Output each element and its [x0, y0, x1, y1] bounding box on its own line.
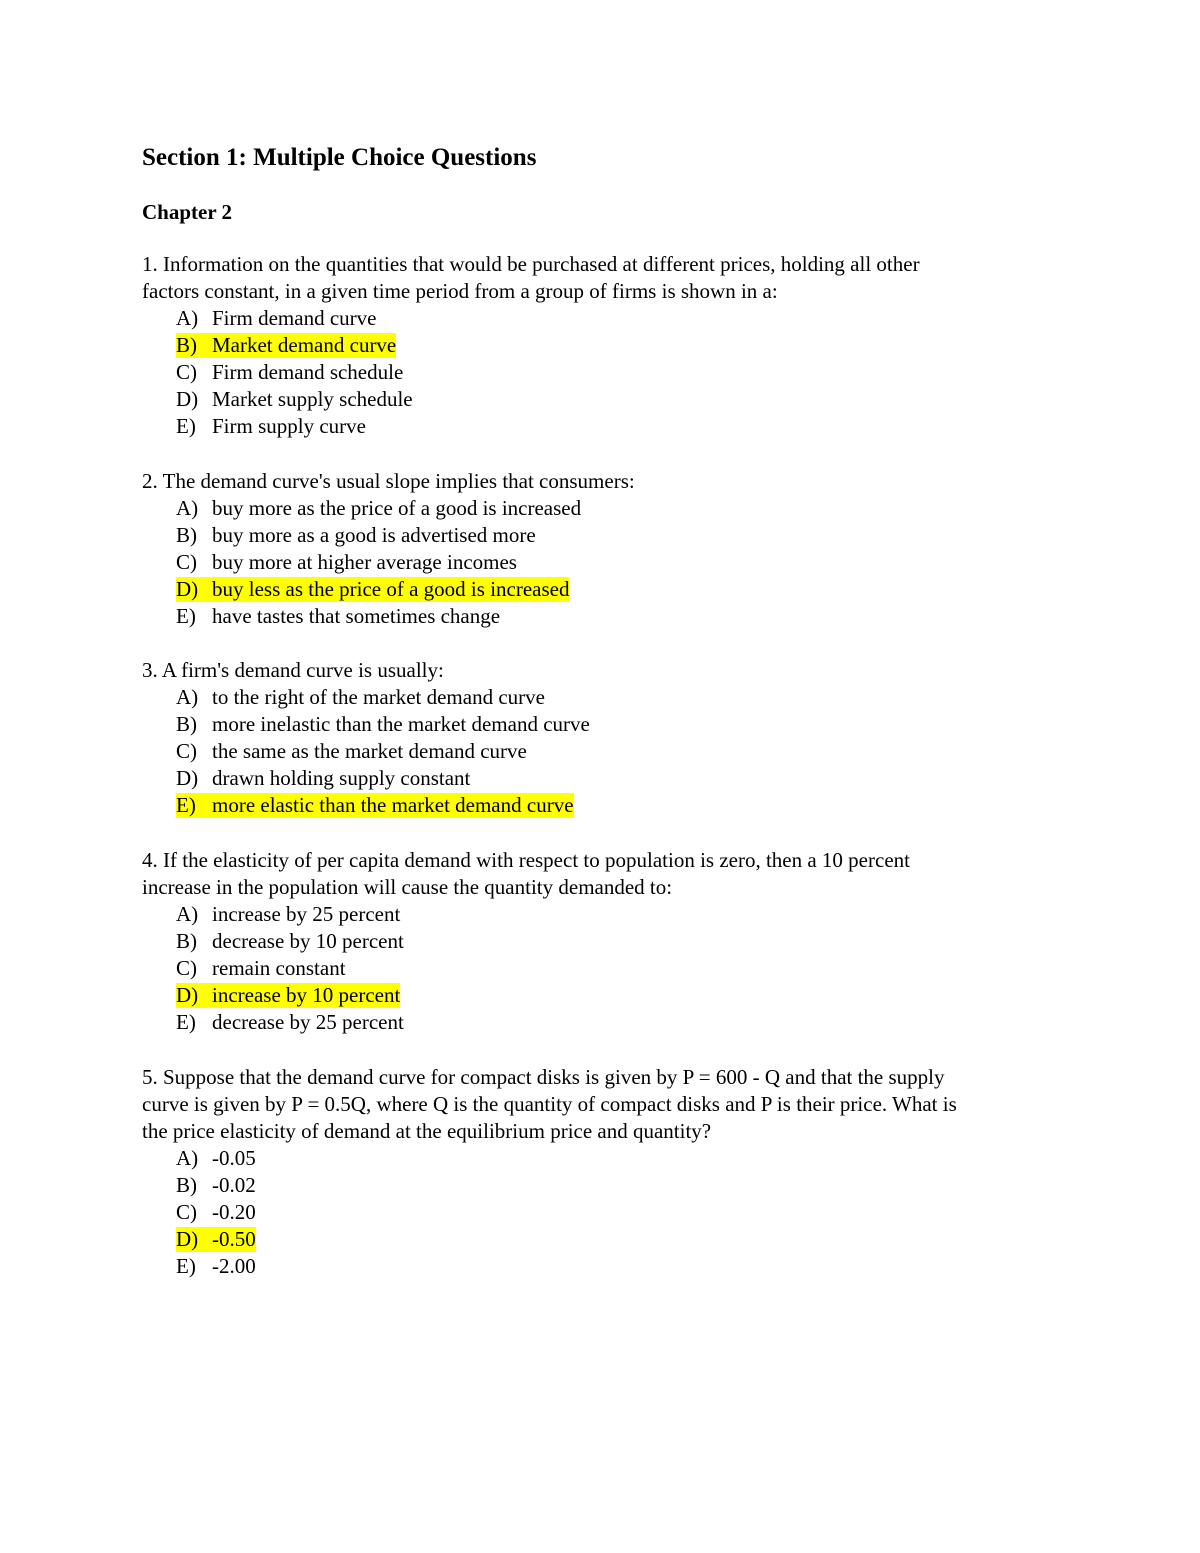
answer-option-a [176, 684, 1082, 711]
answer-options [142, 901, 1082, 1036]
option-letter: D) [176, 766, 199, 790]
option-letter: B) [176, 1173, 197, 1197]
option-text: Firm supply curve [212, 414, 366, 438]
option-text: Market demand curve [212, 333, 397, 357]
option-letter: C) [176, 739, 197, 763]
question-2 [142, 468, 1082, 630]
option-text: -0.50 [212, 1227, 256, 1251]
option-text: -0.02 [212, 1173, 256, 1197]
option-text: buy more as the price of a good is increased [212, 496, 582, 520]
answer-option-e [176, 1009, 1082, 1036]
section-title: Section 1: Multiple Choice Questions [142, 144, 537, 171]
answer-option-d [176, 576, 1082, 603]
highlighted-answer [176, 333, 396, 358]
option-letter: B) [176, 523, 197, 547]
answer-options [142, 1145, 1082, 1280]
question-stem [142, 251, 1082, 305]
question-stem [142, 1064, 1082, 1145]
option-text: buy more as a good is advertised more [212, 523, 536, 547]
option-text: decrease by 25 percent [212, 1010, 404, 1034]
option-letter: A) [176, 1146, 199, 1170]
option-letter: C) [176, 1200, 197, 1224]
answer-option-c [176, 1199, 1082, 1226]
question-5 [142, 1064, 1082, 1280]
option-text: -0.05 [212, 1146, 256, 1170]
question-stem-line: the price elasticity of demand at the equilibrium price and quantity? [142, 1119, 712, 1143]
option-letter: D) [176, 1227, 199, 1251]
option-letter: A) [176, 306, 199, 330]
answer-option-c [176, 359, 1082, 386]
option-text: increase by 10 percent [212, 983, 401, 1007]
answer-option-d [176, 982, 1082, 1009]
question-4 [142, 847, 1082, 1036]
question-stem [142, 468, 1082, 495]
answer-option-a [176, 305, 1082, 332]
option-text: Firm demand curve [212, 306, 377, 330]
option-text: Firm demand schedule [212, 360, 404, 384]
option-letter: E) [176, 414, 196, 438]
answer-option-d [176, 1226, 1082, 1253]
answer-option-a [176, 901, 1082, 928]
question-1 [142, 251, 1082, 440]
answer-options [142, 495, 1082, 630]
answer-option-c [176, 549, 1082, 576]
question-stem-line: 1. Information on the quantities that would be purchased at different prices, holding all other [142, 252, 920, 276]
option-text: have tastes that sometimes change [212, 604, 501, 628]
option-letter: D) [176, 577, 199, 601]
option-text: decrease by 10 percent [212, 929, 404, 953]
option-letter: C) [176, 550, 197, 574]
option-letter: E) [176, 793, 196, 817]
option-letter: B) [176, 712, 197, 736]
option-letter: C) [176, 956, 197, 980]
answer-option-e [176, 1253, 1082, 1280]
question-3 [142, 657, 1082, 819]
option-letter: A) [176, 902, 199, 926]
option-letter: B) [176, 929, 197, 953]
answer-option-e [176, 413, 1082, 440]
question-stem [142, 657, 1082, 684]
answer-option-b [176, 522, 1082, 549]
question-stem-line: factors constant, in a given time period from a group of firms is shown in a: [142, 279, 778, 303]
answer-option-d [176, 765, 1082, 792]
answer-option-e [176, 603, 1082, 630]
question-stem-line: increase in the population will cause the quantity demanded to: [142, 875, 673, 899]
option-letter: A) [176, 496, 199, 520]
option-text: buy more at higher average incomes [212, 550, 517, 574]
option-text: more inelastic than the market demand curve [212, 712, 590, 736]
answer-option-b [176, 332, 1082, 359]
question-stem-line: curve is given by P = 0.5Q, where Q is the quantity of compact disks and P is their price. What is [142, 1092, 957, 1116]
answer-option-c [176, 738, 1082, 765]
option-text: increase by 25 percent [212, 902, 401, 926]
highlighted-answer [176, 577, 569, 602]
answer-option-c [176, 955, 1082, 982]
question-stem-line: 3. A firm's demand curve is usually: [142, 658, 444, 682]
option-letter: D) [176, 387, 199, 411]
option-text: -2.00 [212, 1254, 256, 1278]
option-letter: B) [176, 333, 197, 357]
question-stem-line: 2. The demand curve's usual slope implies that consumers: [142, 469, 635, 493]
option-letter: E) [176, 1010, 196, 1034]
answer-options [142, 684, 1082, 819]
option-text: Market supply schedule [212, 387, 413, 411]
option-letter: C) [176, 360, 197, 384]
answer-option-e [176, 792, 1082, 819]
option-text: drawn holding supply constant [212, 766, 471, 790]
answer-option-b [176, 1172, 1082, 1199]
option-letter: A) [176, 685, 199, 709]
option-text: the same as the market demand curve [212, 739, 527, 763]
option-text: to the right of the market demand curve [212, 685, 545, 709]
answer-option-b [176, 711, 1082, 738]
question-stem-line: 5. Suppose that the demand curve for compact disks is given by P = 600 - Q and that the supply [142, 1065, 945, 1089]
option-text: more elastic than the market demand curve [212, 793, 574, 817]
answer-option-d [176, 386, 1082, 413]
highlighted-answer [176, 793, 574, 818]
question-stem [142, 847, 1082, 901]
answer-options [142, 305, 1082, 440]
chapter-title: Chapter 2 [142, 200, 233, 224]
option-text: buy less as the price of a good is increased [212, 577, 570, 601]
highlighted-answer [176, 983, 400, 1008]
option-letter: E) [176, 604, 196, 628]
highlighted-answer [176, 1227, 256, 1252]
answer-option-b [176, 928, 1082, 955]
option-letter: E) [176, 1254, 196, 1278]
question-stem-line: 4. If the elasticity of per capita demand with respect to population is zero, then a 10 percent [142, 848, 910, 872]
option-text: remain constant [212, 956, 346, 980]
option-text: -0.20 [212, 1200, 256, 1224]
answer-option-a [176, 1145, 1082, 1172]
option-letter: D) [176, 983, 199, 1007]
answer-option-a [176, 495, 1082, 522]
